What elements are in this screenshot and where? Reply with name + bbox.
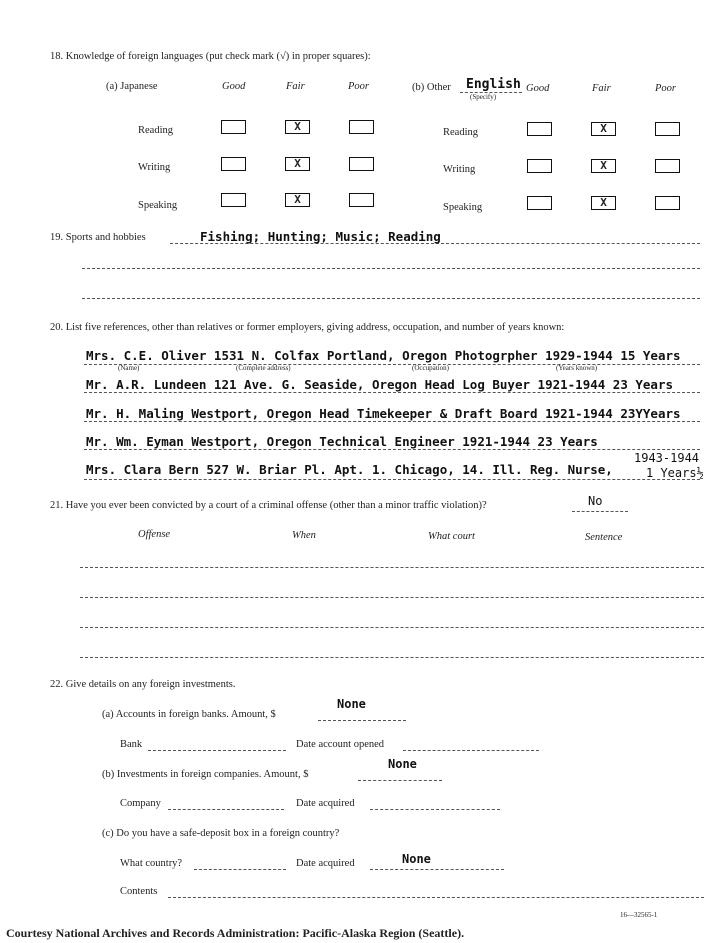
other-reading-fair-checkbox[interactable]: X [591, 122, 616, 136]
date-opened-line [403, 750, 539, 751]
reference-2-line [84, 392, 700, 393]
jp-writing-good-checkbox[interactable] [221, 157, 246, 171]
q22a-line [318, 720, 406, 721]
q22b-label: (b) Investments in foreign companies. Amount, $ [102, 769, 309, 780]
reference-5-years-top: 1943-1944 [634, 451, 700, 465]
q19-line-3 [82, 298, 700, 299]
what-country-label: What country? [120, 858, 183, 869]
date-acquired-line [370, 809, 500, 810]
q19-label: 19. Sports and hobbies [50, 232, 146, 243]
date-opened-label: Date account opened [296, 739, 385, 750]
q21-answer: No [588, 494, 603, 508]
q22c-label: (c) Do you have a safe-deposit box in a foreign country? [102, 828, 340, 839]
contents-line [168, 897, 704, 898]
other-writing-label: Writing [443, 164, 476, 175]
other-speaking-fair-checkbox[interactable]: X [591, 196, 616, 210]
other-writing-poor-checkbox[interactable] [655, 159, 680, 173]
jp-speaking-good-checkbox[interactable] [221, 193, 246, 207]
company-line [168, 809, 284, 810]
other-speaking-label: Speaking [443, 202, 483, 213]
other-writing-good-checkbox[interactable] [527, 159, 552, 173]
q21-line-4 [80, 657, 704, 658]
what-country-line [194, 869, 286, 870]
other-language-value: English [466, 77, 521, 92]
other-writing-fair-checkbox[interactable]: X [591, 159, 616, 173]
jp-poor-header: Poor [348, 81, 369, 92]
jp-writing-label: Writing [138, 162, 171, 173]
other-reading-good-checkbox[interactable] [527, 122, 552, 136]
specify-caption: (Specify) [470, 93, 497, 101]
col-sentence: Sentence [585, 532, 623, 543]
caption-occupation: (Occupation) [412, 364, 449, 372]
reference-3-line [84, 421, 700, 422]
other-reading-poor-checkbox[interactable] [655, 122, 680, 136]
reference-5-line [84, 479, 700, 480]
jp-reading-fair-checkbox[interactable]: X [285, 120, 310, 134]
archive-credit: Courtesy National Archives and Records Administration: Pacific-Alaska Region (Seattle). [6, 926, 465, 940]
q22b-value: None [388, 757, 417, 771]
jp-speaking-label: Speaking [138, 200, 178, 211]
reference-4: Mr. Wm. Eyman Westport, Oregon Technical Engineer 1921-1944 23 Years [86, 434, 598, 449]
caption-years: (Years known) [556, 364, 598, 372]
q22-label: 22. Give details on any foreign investments. [50, 679, 236, 690]
q22a-label: (a) Accounts in foreign banks. Amount, $ [102, 709, 276, 720]
other-poor-header: Poor [655, 83, 676, 94]
caption-name: (Name) [118, 364, 140, 372]
jp-reading-good-checkbox[interactable] [221, 120, 246, 134]
q21-label: 21. Have you ever been convicted by a court of a criminal offense (other than a minor traffic violation)? [50, 500, 487, 511]
reference-5: Mrs. Clara Bern 527 W. Briar Pl. Apt. 1. Chicago, 14. Ill. Reg. Nurse, [86, 462, 613, 477]
col-offense: Offense [138, 529, 171, 540]
q22a-value: None [337, 697, 366, 711]
date-acquired-label: Date acquired [296, 798, 355, 809]
other-reading-label: Reading [443, 127, 478, 138]
date-acquired-c-line [370, 869, 504, 870]
jp-writing-fair-checkbox[interactable]: X [285, 157, 310, 171]
japanese-label: (a) Japanese [106, 81, 158, 92]
col-what-court: What court [428, 531, 475, 542]
reference-1-line [84, 364, 700, 365]
other-fair-header: Fair [592, 83, 611, 94]
caption-address: (Complete address) [236, 364, 291, 372]
col-when: When [292, 530, 316, 541]
other-label: (b) Other [412, 82, 451, 93]
reference-5-years-bottom: 1 Years½ [646, 466, 704, 480]
reference-3: Mr. H. Maling Westport, Oregon Head Timekeeper & Draft Board 1921-1944 23YYears [86, 406, 681, 421]
jp-speaking-fair-checkbox[interactable]: X [285, 193, 310, 207]
bank-label: Bank [120, 739, 143, 750]
other-speaking-poor-checkbox[interactable] [655, 196, 680, 210]
company-label: Company [120, 798, 161, 809]
q21-line-1 [80, 567, 704, 568]
jp-fair-header: Fair [286, 81, 305, 92]
jp-writing-poor-checkbox[interactable] [349, 157, 374, 171]
reference-4-line [84, 449, 700, 450]
bank-line [148, 750, 286, 751]
q19-value: Fishing; Hunting; Music; Reading [200, 229, 441, 244]
jp-reading-poor-checkbox[interactable] [349, 120, 374, 134]
date-acquired-c-label: Date acquired [296, 858, 355, 869]
q19-line-2 [82, 268, 700, 269]
q21-answer-line [572, 511, 628, 512]
contents-label: Contents [120, 886, 158, 897]
form-code: 16—32565-1 [620, 911, 658, 919]
q20-label: 20. List five references, other than relatives or former employers, giving address, occupation, and number of years known: [50, 322, 565, 333]
q21-line-2 [80, 597, 704, 598]
q18-title: 18. Knowledge of foreign languages (put check mark (√) in proper squares): [50, 51, 371, 62]
q22c-value: None [402, 852, 431, 866]
reference-2: Mr. A.R. Lundeen 121 Ave. G. Seaside, Oregon Head Log Buyer 1921-1944 23 Years [86, 377, 673, 392]
jp-speaking-poor-checkbox[interactable] [349, 193, 374, 207]
jp-good-header: Good [222, 81, 246, 92]
other-good-header: Good [526, 83, 550, 94]
other-speaking-good-checkbox[interactable] [527, 196, 552, 210]
jp-reading-label: Reading [138, 125, 173, 136]
q22b-line [358, 780, 442, 781]
reference-1: Mrs. C.E. Oliver 1531 N. Colfax Portland, Oregon Photogrpher 1929-1944 15 Years [86, 348, 681, 363]
q21-line-3 [80, 627, 704, 628]
